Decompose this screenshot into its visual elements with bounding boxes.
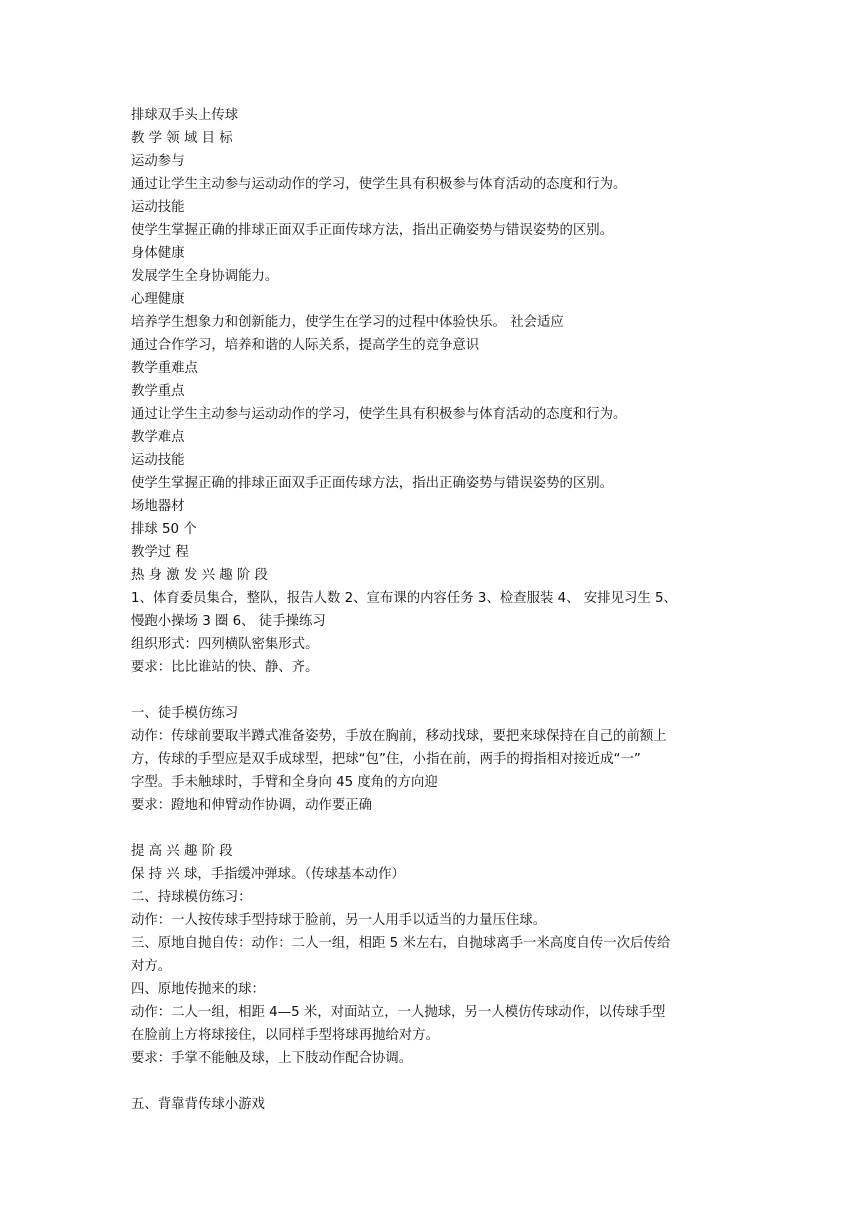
text-line: 通过让学生主动参与运动动作的学习，使学生具有积极参与体育活动的态度和行为。 xyxy=(131,407,627,422)
subheading-skills-2: 运动技能 xyxy=(131,453,185,468)
section-heading-hold-ball: 二、持球模仿练习： xyxy=(131,890,252,905)
blank-line xyxy=(131,1070,731,1093)
text-line: 发展学生全身协调能力。 xyxy=(131,269,279,284)
section-heading-warmup: 热 身 激 发 兴 趣 阶 段 xyxy=(131,568,268,583)
section-heading-teaching-goals: 教 学 领 域 目 标 xyxy=(131,131,233,146)
text-line: 通过让学生主动参与运动动作的学习，使学生具有积极参与体育活动的态度和行为。 xyxy=(131,177,627,192)
text-line: 保 持 兴 球，手指缓冲弹球。（传球基本动作） xyxy=(131,867,405,882)
text-line: 组织形式：四列横队密集形式。 xyxy=(131,637,319,652)
section-heading-pass-thrown: 四、原地传抛来的球： xyxy=(131,982,265,997)
subheading-key-point: 教学重点 xyxy=(131,384,185,399)
text-line: 对方。 xyxy=(131,959,172,974)
text-line: 动作：二人一组，相距 4—5 米，对面站立，一人抛球，另一人模仿传球动作，以传球手型 xyxy=(131,1005,666,1020)
section-heading-improve: 提 高 兴 趣 阶 段 xyxy=(131,844,233,859)
blank-line xyxy=(131,817,731,840)
text-line: 要求：比比谁站的快、静、齐。 xyxy=(131,660,319,675)
text-line: 三、原地自抛自传：动作：二人一组，相距 5 米左右，自抛球离手一米高度自传一次后传给 xyxy=(131,936,671,951)
section-heading-key-points: 教学重难点 xyxy=(131,361,198,376)
text-line: 排球 50 个 xyxy=(131,522,197,537)
section-heading-equipment: 场地器材 xyxy=(131,499,185,514)
blank-line xyxy=(131,679,731,702)
text-line: 培养学生想象力和创新能力，使学生在学习的过程中体验快乐。 社会适应 xyxy=(131,315,564,330)
text-line: 要求：蹬地和伸臂动作协调，动作要正确 xyxy=(131,798,373,813)
text-line: 使学生掌握正确的排球正面双手正面传球方法，指出正确姿势与错误姿势的区别。 xyxy=(131,223,614,238)
section-heading-game: 五、背靠背传球小游戏 xyxy=(131,1097,265,1112)
text-line: 字型。手未触球时，手臂和全身向 45 度角的方向迎 xyxy=(131,775,438,790)
document-page xyxy=(131,104,731,1116)
subheading-participation: 运动参与 xyxy=(131,154,185,169)
subheading-skills: 运动技能 xyxy=(131,200,185,215)
subheading-mental-health: 心理健康 xyxy=(131,292,185,307)
text-line: 在脸前上方将球接住，以同样手型将球再抛给对方。 xyxy=(131,1028,439,1043)
text-line: 1、体育委员集合，整队，报告人数 2、宣布课的内容任务 3、检查服装 4、 安排见习生 5、 xyxy=(131,591,677,606)
text-line: 慢跑小操场 3 圈 6、 徒手操练习 xyxy=(131,614,326,629)
text-line: 动作：传球前要取半蹲式准备姿势，手放在胸前，移动找球，要把来球保持在自己的前额上 xyxy=(131,729,667,744)
subheading-physical-health: 身体健康 xyxy=(131,246,185,261)
document-title: 排球双手头上传球 xyxy=(131,108,239,123)
section-heading-process: 教学过 程 xyxy=(131,545,189,560)
text-line: 要求：手掌不能触及球，上下肢动作配合协调。 xyxy=(131,1051,413,1066)
section-heading-imitation: 一、徒手模仿练习 xyxy=(131,706,239,721)
subheading-difficulty: 教学难点 xyxy=(131,430,185,445)
text-line: 方，传球的手型应是双手成球型，把球“包”住，小指在前，两手的拇指相对接近成“一” xyxy=(131,752,641,767)
text-line: 使学生掌握正确的排球正面双手正面传球方法，指出正确姿势与错误姿势的区别。 xyxy=(131,476,614,491)
text-line: 通过合作学习，培养和谐的人际关系，提高学生的竞争意识 xyxy=(131,338,480,353)
text-line: 动作：一人按传球手型持球于脸前，另一人用手以适当的力量压住球。 xyxy=(131,913,547,928)
